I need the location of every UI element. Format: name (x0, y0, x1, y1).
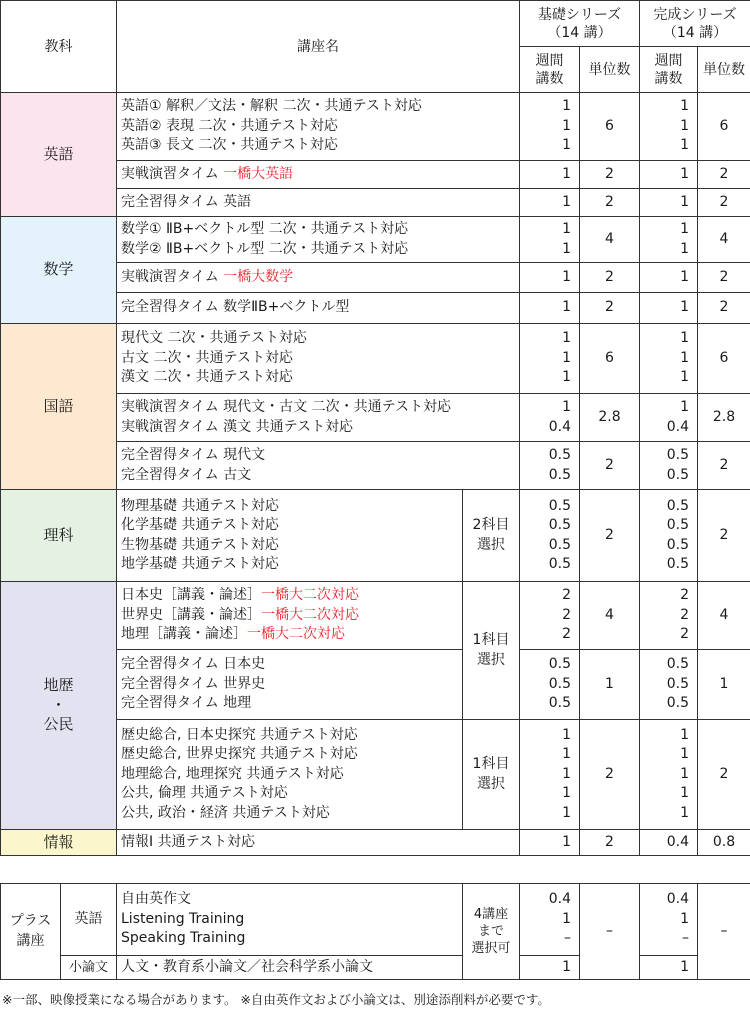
weekly-complete: 1 (640, 263, 698, 293)
units-complete: 4 (698, 582, 750, 650)
weekly-complete: 0.4 1 – (640, 884, 698, 956)
units-complete: 2 (698, 263, 750, 293)
course-japanese-main: 現代文 二次・共通テスト対応 古文 二次・共通テスト対応 漢文 二次・共通テスト対応 (117, 324, 520, 394)
header-weekly-basic: 週間 講数 (520, 47, 580, 93)
units-basic: 2 (580, 189, 640, 217)
header-basic-series: 基礎シリーズ （14 講） (520, 1, 640, 47)
select-note: 1科目 選択 (463, 720, 520, 830)
weekly-complete: 1 (640, 189, 698, 217)
units-basic: 4 (580, 582, 640, 650)
units-basic: 2 (580, 830, 640, 856)
course-math-practice: 実戦演習タイム 一橋大数学 (117, 263, 520, 293)
weekly-basic: 0.5 0.5 0.5 0.5 (520, 490, 580, 582)
select-note: 2科目 選択 (463, 490, 520, 582)
weekly-basic: 1 1 1 (520, 324, 580, 394)
course-math-main: 数学① ⅡB+ベクトル型 二次・共通テスト対応 数学② ⅡB+ベクトル型 二次・共通テスト対応 (117, 217, 520, 263)
units-basic: 2.8 (580, 394, 640, 442)
units-basic: 2 (580, 720, 640, 830)
units-complete: 4 (698, 217, 750, 263)
weekly-basic: 1 1 1 1 1 (520, 720, 580, 830)
weekly-complete: 1 (640, 293, 698, 324)
weekly-basic: 1 (520, 956, 580, 980)
units-complete: 6 (698, 324, 750, 394)
plus-essay-label: 小論文 (61, 956, 117, 980)
units-complete: 2 (698, 189, 750, 217)
units-complete: – (698, 884, 750, 980)
units-basic: – (580, 884, 640, 980)
plus-essay-course: 人文・教育系小論文／社会科学系小論文 (117, 956, 463, 980)
plus-select-note: 4講座 まで 選択可 (463, 884, 520, 980)
units-complete: 6 (698, 93, 750, 161)
course-japanese-practice: 実戦演習タイム 現代文・古文 二次・共通テスト対応 実戦演習タイム 漢文 共通テスト対応 (117, 394, 520, 442)
course-english-mastery: 完全習得タイム 英語 (117, 189, 520, 217)
weekly-basic: 1 (520, 830, 580, 856)
weekly-basic: 1 (520, 263, 580, 293)
weekly-complete: 1 1 1 1 1 (640, 720, 698, 830)
units-complete: 2 (698, 490, 750, 582)
weekly-basic: 0.5 0.5 0.5 (520, 650, 580, 720)
course-informatics: 情報Ⅰ 共通テスト対応 (117, 830, 520, 856)
weekly-complete: 2 2 2 (640, 582, 698, 650)
weekly-basic: 1 (520, 293, 580, 324)
course-social-common-test: 歴史総合, 日本史探究 共通テスト対応 歴史総合, 世界史探究 共通テスト対応 地理総合, 地理探究 共通テスト対応 公共, 倫理 共通テスト対応 公共, 政治・経済 共通テスト対応 (117, 720, 463, 830)
select-note: 1科目 選択 (463, 582, 520, 720)
weekly-basic: 1 (520, 189, 580, 217)
subject-science: 理科 (1, 490, 117, 582)
header-subject: 教科 (1, 1, 117, 93)
course-japanese-mastery: 完全習得タイム 現代文 完全習得タイム 古文 (117, 442, 520, 490)
units-complete: 2 (698, 442, 750, 490)
course-english-main: 英語① 解釈／文法・解釈 二次・共通テスト対応 英語② 表現 二次・共通テスト対応 英語③ 長文 二次・共通テスト対応 (117, 93, 520, 161)
units-complete: 2 (698, 161, 750, 189)
weekly-basic: 1 (520, 161, 580, 189)
units-basic: 2 (580, 490, 640, 582)
units-complete: 0.8 (698, 830, 750, 856)
course-math-mastery: 完全習得タイム 数学ⅡB+ベクトル型 (117, 293, 520, 324)
units-basic: 2 (580, 442, 640, 490)
subject-japanese: 国語 (1, 324, 117, 490)
units-basic: 2 (580, 161, 640, 189)
plus-course-table (0, 883, 750, 980)
weekly-complete: 0.5 0.5 0.5 (640, 650, 698, 720)
course-science-main: 物理基礎 共通テスト対応 化学基礎 共通テスト対応 生物基礎 共通テスト対応 地学基礎 共通テスト対応 (117, 490, 463, 582)
subject-english: 英語 (1, 93, 117, 217)
weekly-complete: 0.5 0.5 0.5 0.5 (640, 490, 698, 582)
plus-course-label: プラス 講座 (1, 884, 61, 980)
units-basic: 1 (580, 650, 640, 720)
weekly-complete: 1 (640, 956, 698, 980)
units-basic: 2 (580, 263, 640, 293)
weekly-basic: 1 1 1 (520, 93, 580, 161)
weekly-basic: 1 0.4 (520, 394, 580, 442)
header-units-complete: 単位数 (698, 47, 750, 93)
weekly-complete: 1 1 (640, 217, 698, 263)
weekly-complete: 1 1 1 (640, 93, 698, 161)
weekly-complete: 1 0.4 (640, 394, 698, 442)
weekly-complete: 0.4 (640, 830, 698, 856)
weekly-complete: 1 1 1 (640, 324, 698, 394)
header-course: 講座名 (117, 1, 520, 93)
subject-informatics: 情報 (1, 830, 117, 856)
units-complete: 2 (698, 293, 750, 324)
weekly-basic: 0.4 1 – (520, 884, 580, 956)
weekly-basic: 0.5 0.5 (520, 442, 580, 490)
units-basic: 6 (580, 324, 640, 394)
course-social-main: 日本史［講義・論述］一橋大二次対応 世界史［講義・論述］一橋大二次対応 地理［講義・論述］一橋大二次対応 (117, 582, 463, 650)
header-weekly-complete: 週間 講数 (640, 47, 698, 93)
weekly-complete: 0.5 0.5 (640, 442, 698, 490)
weekly-basic: 1 1 (520, 217, 580, 263)
header-units-basic: 単位数 (580, 47, 640, 93)
subject-social-studies: 地歴 ・ 公民 (1, 582, 117, 830)
units-complete: 2.8 (698, 394, 750, 442)
weekly-basic: 2 2 2 (520, 582, 580, 650)
units-basic: 2 (580, 293, 640, 324)
subject-math: 数学 (1, 217, 117, 324)
units-complete: 2 (698, 720, 750, 830)
plus-english-courses: 自由英作文 Listening Training Speaking Training (117, 884, 463, 956)
header-complete-series: 完成シリーズ （14 講） (640, 1, 750, 47)
course-social-mastery: 完全習得タイム 日本史 完全習得タイム 世界史 完全習得タイム 地理 (117, 650, 463, 720)
weekly-complete: 1 (640, 161, 698, 189)
course-english-practice: 実戦演習タイム 一橋大英語 (117, 161, 520, 189)
plus-english-label: 英語 (61, 884, 117, 956)
footnote: ※一部、映像授業になる場合があります。 ※自由英作文および小論文は、別途添削料が必要です。 (2, 992, 550, 1007)
units-complete: 1 (698, 650, 750, 720)
units-basic: 6 (580, 93, 640, 161)
units-basic: 4 (580, 217, 640, 263)
